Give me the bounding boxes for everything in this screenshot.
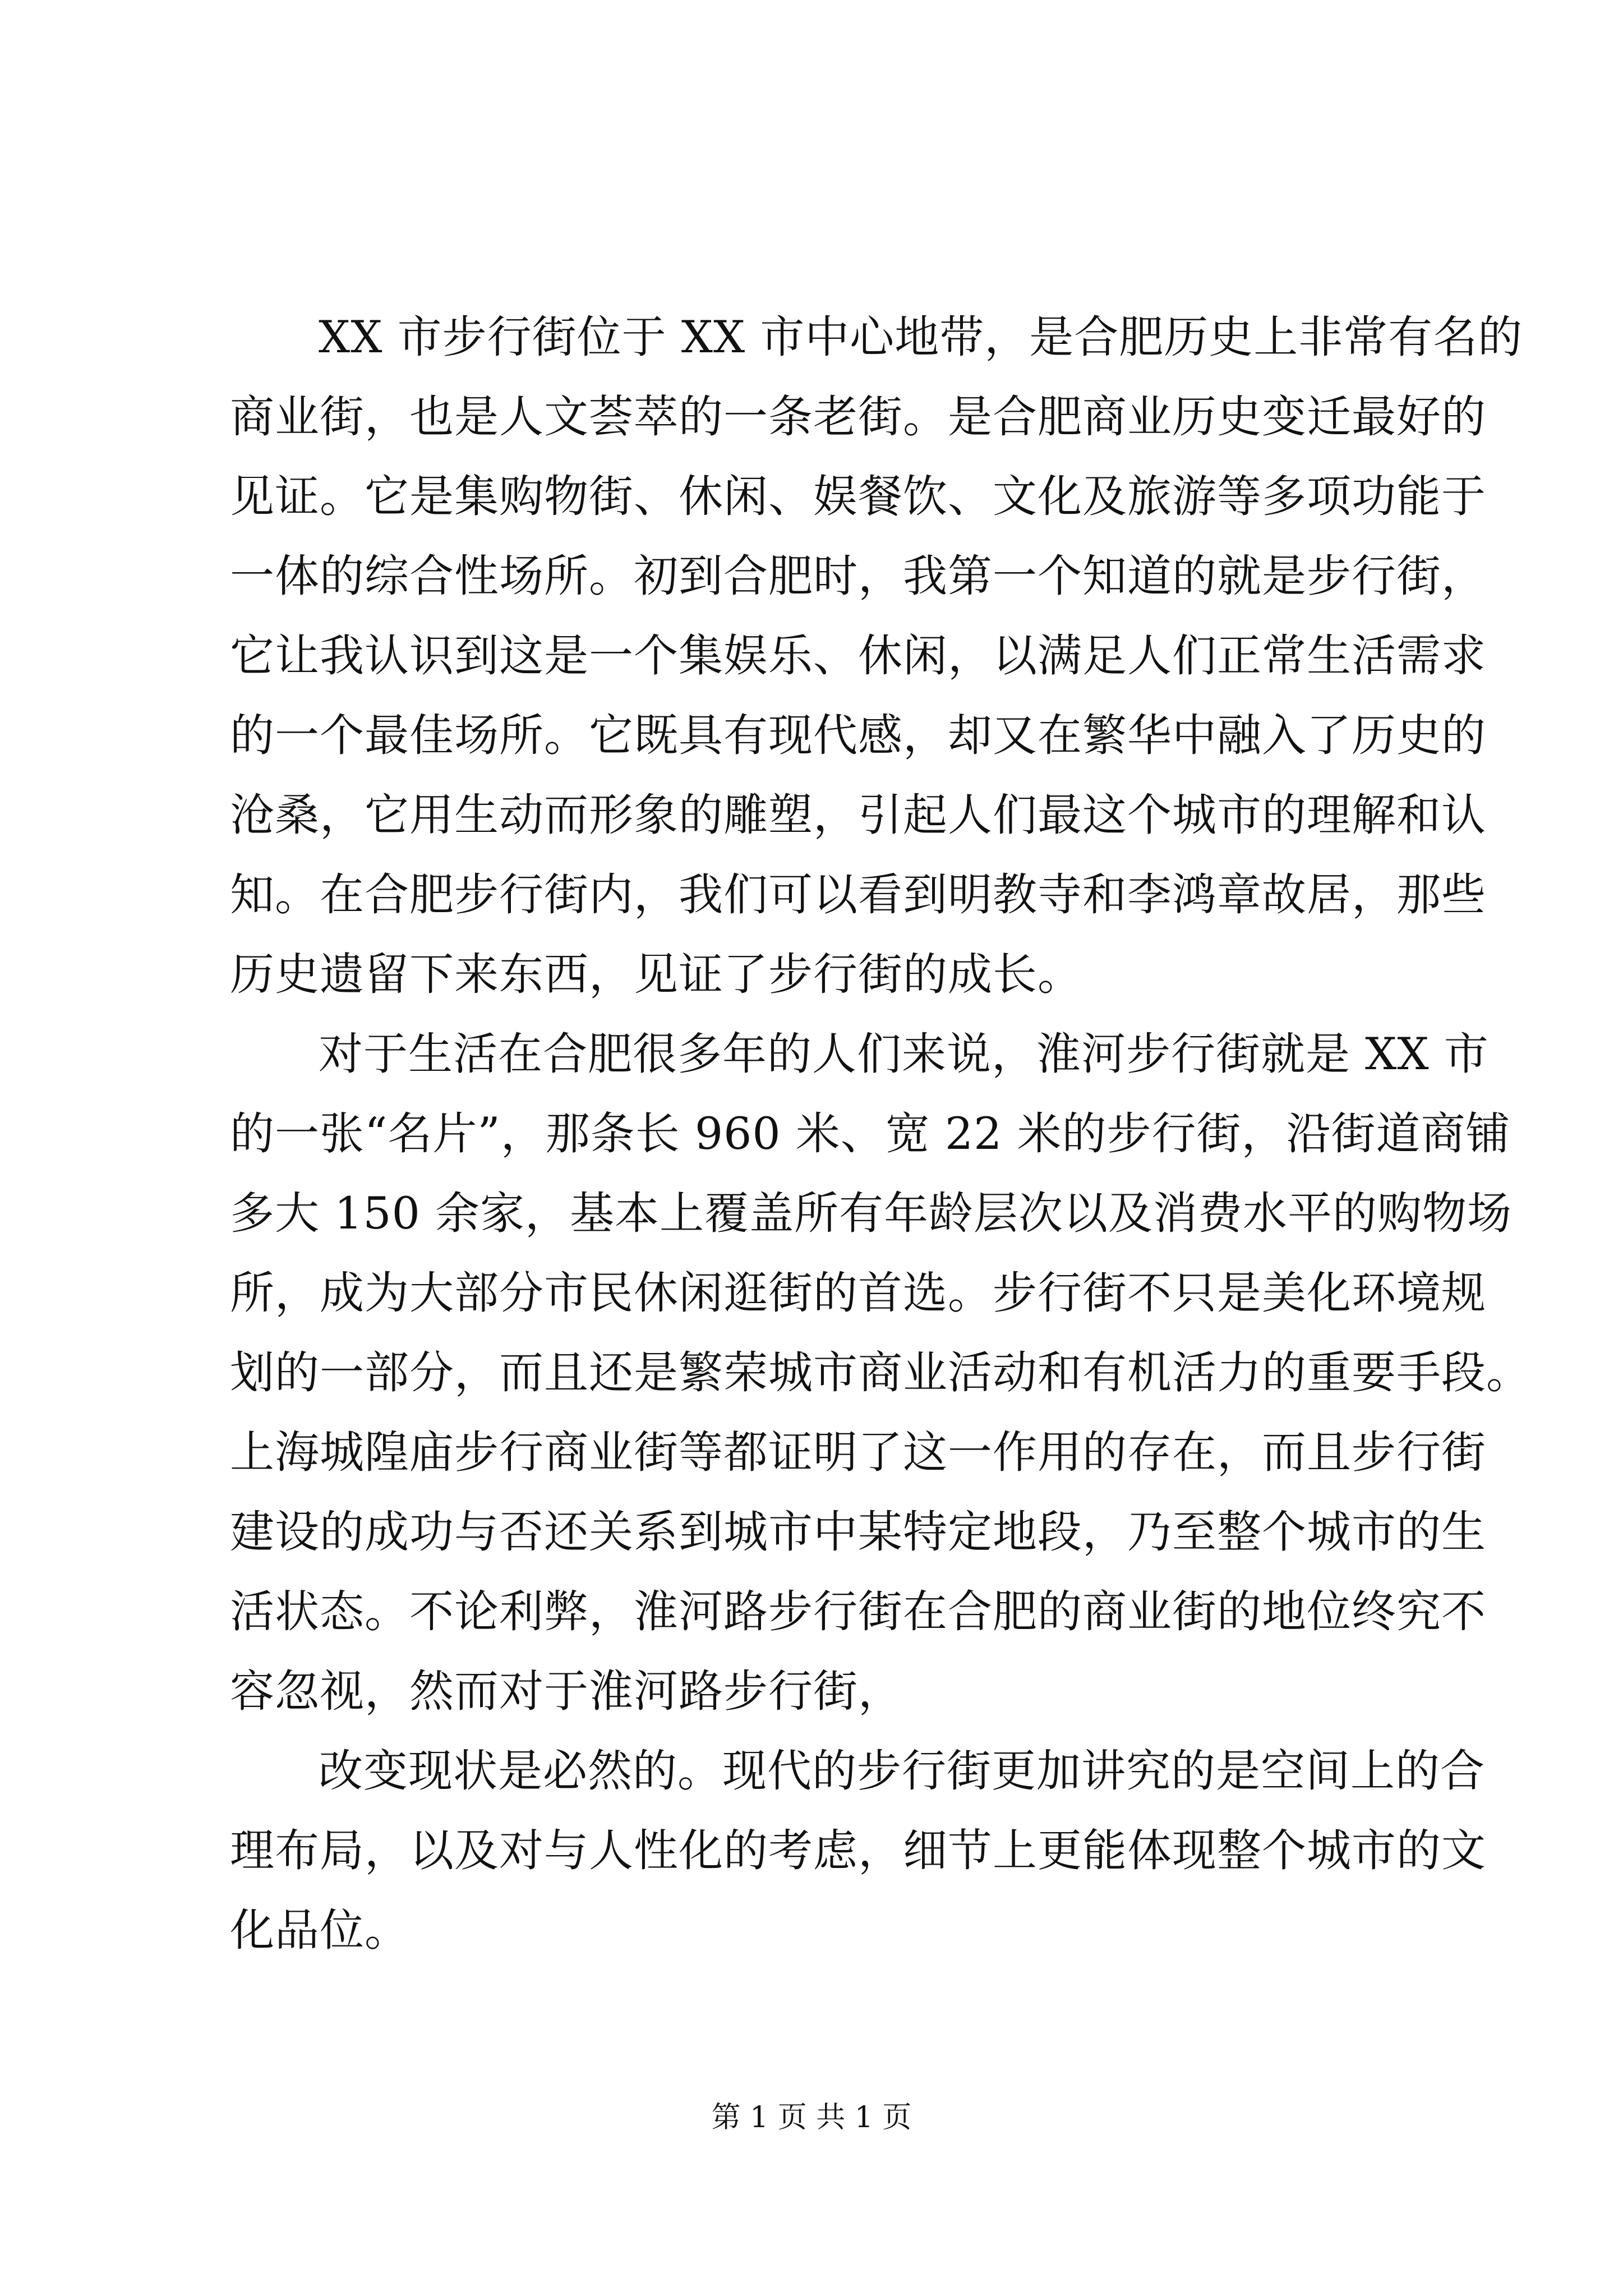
paragraph-line: XX 市步行街位于 XX 市中心地带，是合肥历史上非常有名的: [319, 311, 1523, 363]
paragraph-1: [230, 297, 1523, 1014]
paragraph-line: 商业街，也是人文荟萃的一条老街。是合肥商业历史变迁最好的: [230, 391, 1486, 443]
paragraph-line: 化品位。: [230, 1904, 409, 1956]
paragraph-line: 的一张“名片”，那条长 960 米、宽 22 米的步行街，沿街道商铺: [230, 1108, 1511, 1159]
paragraph-line: 的一个最佳场所。它既具有现代感，却又在繁华中融入了历史的: [230, 710, 1486, 761]
paragraph-line: 对于生活在合肥很多年的人们来说，淮河步行街就是 XX 市: [319, 1028, 1489, 1080]
document-body: [230, 297, 1531, 1970]
paragraph-line: 改变现状是必然的。现代的步行街更加讲究的是空间上的合: [319, 1745, 1485, 1797]
paragraph-line: 一体的综合性场所。初到合肥时，我第一个知道的就是步行街，: [230, 550, 1486, 602]
paragraph-line: 划的一部分，而且还是繁荣城市商业活动和有机活力的重要手段。: [230, 1347, 1531, 1398]
paragraph-line: 见证。它是集购物街、休闲、娱餐饮、文化及旅游等多项功能于: [230, 471, 1486, 522]
paragraph-2: [230, 1014, 1531, 1731]
paragraph-line: 所，成为大部分市民休闲逛街的首选。步行街不只是美化环境规: [230, 1267, 1486, 1319]
paragraph-line: 活状态。不论利弊，淮河路步行街在合肥的商业街的地位终究不: [230, 1586, 1486, 1637]
paragraph-line: 知。在合肥步行街内，我们可以看到明教寺和李鸿章故居，那些: [230, 869, 1486, 921]
paragraph-line: 历史遗留下来东西，见证了步行街的成长。: [230, 949, 1082, 1000]
paragraph-3: [230, 1731, 1486, 1970]
paragraph-line: 建设的成功与否还关系到城市中某特定地段，乃至整个城市的生: [230, 1506, 1486, 1558]
paragraph-line: 多大 150 余家，基本上覆盖所有年龄层次以及消费水平的购物场: [230, 1188, 1513, 1239]
page-footer: 第 1 页 共 1 页: [711, 2101, 912, 2134]
paragraph-line: 理布局，以及对与人性化的考虑，细节上更能体现整个城市的文: [230, 1825, 1486, 1876]
paragraph-line: 容忽视，然而对于淮河路步行街，: [230, 1665, 903, 1717]
paragraph-line: 沧桑，它用生动而形象的雕塑，引起人们最这个城市的理解和认: [230, 789, 1486, 841]
paragraph-line: 上海城隍庙步行商业街等都证明了这一作用的存在，而且步行街: [230, 1427, 1486, 1478]
paragraph-line: 它让我认识到这是一个集娱乐、休闲，以满足人们正常生活需求: [230, 630, 1486, 682]
